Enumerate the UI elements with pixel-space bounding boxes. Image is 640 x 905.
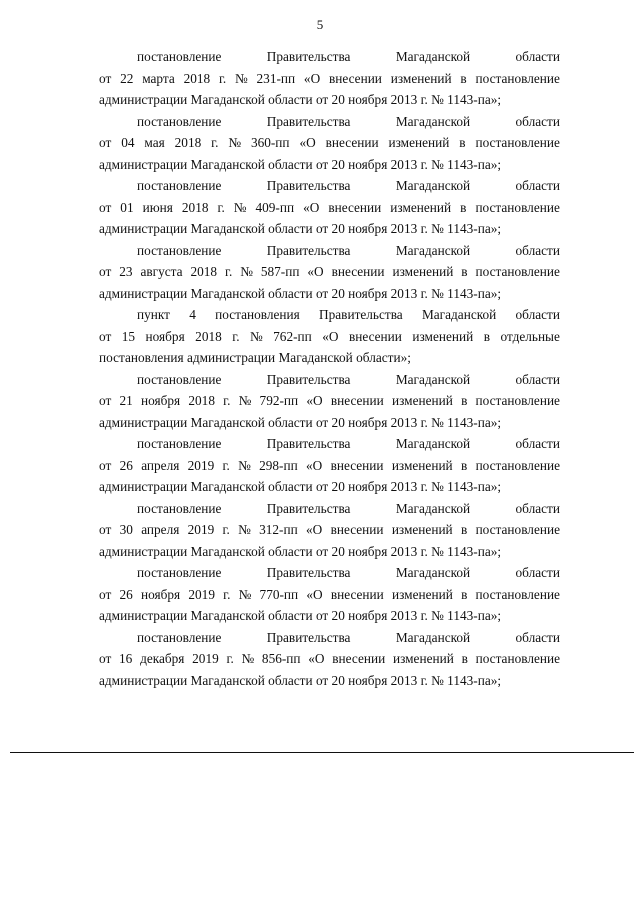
word: Правительства — [266, 49, 351, 64]
word: области — [515, 371, 560, 387]
word: области — [515, 49, 560, 64]
paragraph-line — [99, 197, 560, 219]
paragraph-last-line: администрации Магаданской области от 20 ноября 2013 г. № 1143-па»; — [99, 92, 502, 107]
word: внесении — [330, 586, 384, 602]
word: области — [515, 242, 560, 258]
word: постановление — [137, 242, 222, 258]
word: от — [99, 199, 112, 215]
paragraph-last-line: администрации Магаданской области от 20 ноября 2013 г. № 1143-па»; — [99, 414, 502, 430]
word: постановление — [137, 500, 222, 516]
word: 2018 — [183, 70, 211, 86]
word: 587-пп — [260, 264, 300, 279]
list-item — [99, 498, 560, 563]
word: внесении — [325, 135, 379, 150]
list-item — [99, 433, 560, 498]
word: внесении — [348, 328, 402, 344]
word: пункт — [137, 307, 170, 322]
document-body — [99, 46, 560, 691]
paragraph-first-line — [99, 46, 560, 68]
word: изменений — [391, 393, 453, 408]
word: постановление — [475, 70, 560, 86]
word: области — [515, 307, 560, 322]
word: постановление — [475, 457, 560, 473]
paragraph-last-line: администрации Магаданской области от 20 ноября 2013 г. № 1143-па»; — [99, 543, 502, 559]
word: постановление — [137, 629, 222, 645]
footer-divider — [10, 752, 634, 753]
word: от — [99, 135, 112, 150]
word: от — [99, 70, 112, 86]
word: Магаданской — [395, 500, 471, 516]
word: «О — [306, 393, 323, 408]
word: 2018 — [188, 393, 215, 408]
word: 2018 — [195, 328, 222, 344]
word: № — [240, 264, 253, 279]
word: 26 — [119, 457, 133, 473]
paragraph-line — [99, 68, 560, 90]
paragraph-line — [99, 455, 560, 477]
word: апреля — [141, 522, 180, 537]
word: изменений — [388, 135, 450, 150]
word: г. — [218, 70, 227, 86]
list-item — [99, 627, 560, 692]
word: г. — [222, 457, 230, 473]
word: Магаданской — [395, 178, 471, 193]
word: постановления — [215, 307, 300, 322]
word: изменений — [390, 70, 452, 86]
word: Правительства — [266, 500, 351, 516]
word: 04 — [121, 135, 135, 150]
word: № — [238, 393, 252, 408]
word: Магаданской — [395, 113, 471, 129]
paragraph-last-line: администрации Магаданской области от 20 ноября 2013 г. № 1143-па»; — [99, 285, 502, 301]
word: 2018 — [181, 199, 209, 215]
list-item — [99, 304, 560, 369]
word: 4 — [189, 307, 196, 322]
word: изменений — [391, 457, 453, 473]
paragraph-first-line — [99, 369, 560, 391]
paragraph-line — [99, 390, 560, 412]
paragraph-line — [99, 261, 560, 283]
word: г. — [223, 393, 231, 408]
word: 762-пп — [273, 328, 312, 344]
word: № — [249, 328, 263, 344]
paragraph-first-line — [99, 175, 560, 197]
word: от — [99, 457, 112, 473]
word: изменений — [412, 328, 474, 344]
word: ноября — [141, 393, 181, 408]
word: изменений — [390, 199, 452, 215]
paragraph-last-line: администрации Магаданской области от 20 ноября 2013 г. № 1143-па»; — [99, 479, 502, 494]
word: г. — [222, 522, 230, 537]
word: постановление — [137, 113, 222, 129]
word: 409-пп — [255, 199, 295, 215]
word: 21 — [119, 393, 133, 408]
paragraph-first-line — [99, 498, 560, 520]
word: Правительства — [266, 565, 351, 580]
word: от — [99, 328, 112, 344]
paragraph-line — [99, 326, 560, 348]
word: от — [99, 586, 112, 602]
word: № — [235, 70, 248, 86]
list-item — [99, 240, 560, 305]
word: августа — [140, 264, 183, 279]
paragraph-last-line: администрации Магаданской области от 20 ноября 2013 г. № 1143-па»; — [99, 221, 502, 236]
word: «О — [306, 457, 323, 473]
word: области — [515, 436, 560, 451]
paragraph-line — [99, 519, 560, 541]
word: отдельные — [500, 328, 560, 344]
word: Магаданской — [395, 371, 471, 387]
word: г. — [226, 651, 234, 666]
word: постановление — [475, 586, 560, 602]
paragraph-last-line: постановления администрации Магаданской области»; — [99, 350, 411, 365]
paragraph-first-line — [99, 433, 560, 455]
word: в — [461, 393, 468, 408]
word: Правительства — [319, 307, 403, 322]
word: Правительства — [266, 242, 351, 258]
word: 16 — [119, 651, 133, 666]
word: 231-пп — [256, 70, 296, 86]
word: постановление — [475, 264, 560, 279]
word: от — [99, 522, 112, 537]
word: 15 — [121, 328, 136, 344]
word: Магаданской — [421, 307, 497, 322]
word: декабря — [140, 651, 185, 666]
word: области — [515, 565, 560, 580]
word: области — [515, 629, 560, 645]
paragraph-line — [99, 584, 560, 606]
word: «О — [308, 651, 325, 666]
word: в — [460, 199, 467, 215]
word: области — [515, 178, 560, 193]
paragraph-first-line — [99, 240, 560, 262]
word: г. — [225, 264, 233, 279]
word: марта — [142, 70, 175, 86]
word: Правительства — [266, 113, 351, 129]
word: области — [515, 113, 560, 129]
word: 30 — [119, 522, 133, 537]
word: в — [460, 522, 468, 537]
word: Магаданской — [395, 629, 471, 645]
paragraph-first-line — [99, 111, 560, 133]
word: 298-пп — [259, 457, 298, 473]
word: Магаданской — [395, 565, 471, 580]
word: «О — [303, 70, 321, 86]
word: внесении — [331, 264, 385, 279]
word: внесении — [330, 457, 384, 473]
word: июня — [142, 199, 173, 215]
word: постановление — [137, 49, 222, 64]
word: области — [515, 500, 560, 516]
word: «О — [307, 264, 324, 279]
word: Правительства — [266, 436, 351, 451]
word: ноября — [145, 328, 185, 344]
paragraph-line — [99, 648, 560, 670]
paragraph-line — [99, 132, 560, 154]
word: изменений — [392, 651, 454, 666]
word: постановление — [475, 199, 560, 215]
paragraph-first-line — [99, 627, 560, 649]
list-item — [99, 562, 560, 627]
word: от — [99, 264, 112, 279]
list-item — [99, 46, 560, 111]
paragraph-first-line — [99, 562, 560, 584]
word: № — [233, 199, 247, 215]
word: «О — [299, 135, 316, 150]
word: «О — [322, 328, 339, 344]
word: постановление — [475, 393, 560, 408]
word: от — [99, 651, 112, 666]
word: 2018 — [190, 264, 218, 279]
word: в — [461, 651, 468, 666]
word: 2019 — [187, 522, 215, 537]
word: 22 — [120, 70, 134, 86]
word: в — [461, 264, 468, 279]
word: в — [460, 457, 468, 473]
paragraph-last-line: администрации Магаданской области от 20 ноября 2013 г. № 1143-па»; — [99, 156, 502, 172]
word: внесении — [330, 393, 384, 408]
word: 2018 — [174, 135, 202, 150]
word: «О — [306, 522, 323, 537]
word: от — [99, 393, 112, 408]
word: постановление — [137, 371, 222, 387]
list-item — [99, 111, 560, 176]
word: г. — [223, 586, 231, 602]
word: постановление — [137, 436, 222, 451]
word: 2019 — [188, 586, 215, 602]
word: внесении — [328, 70, 382, 86]
word: внесении — [328, 199, 382, 215]
word: «О — [303, 199, 320, 215]
list-item — [99, 175, 560, 240]
word: Правительства — [266, 178, 351, 193]
paragraph-last-line: администрации Магаданской области от 20 ноября 2013 г. № 1143-па»; — [99, 608, 502, 623]
word: № — [228, 135, 242, 150]
word: г. — [217, 199, 225, 215]
word: постановление — [137, 565, 222, 580]
word: Правительства — [266, 371, 351, 387]
word: постановление — [137, 178, 222, 193]
word: 770-пп — [259, 586, 299, 602]
word: внесении — [332, 651, 386, 666]
word: г. — [232, 328, 240, 344]
word: Правительства — [266, 629, 351, 645]
paragraph-first-line — [99, 304, 560, 326]
word: постановление — [475, 135, 560, 150]
word: 23 — [119, 264, 133, 279]
word: в — [461, 586, 468, 602]
word: 2019 — [192, 651, 219, 666]
word: 856-пп — [261, 651, 301, 666]
word: 26 — [119, 586, 133, 602]
word: № — [238, 457, 251, 473]
word: 360-пп — [250, 135, 290, 150]
word: мая — [144, 135, 165, 150]
word: 792-пп — [259, 393, 299, 408]
word: в — [460, 70, 467, 86]
word: в — [483, 328, 490, 344]
word: изменений — [391, 586, 453, 602]
word: № — [238, 522, 251, 537]
word: № — [238, 586, 252, 602]
word: изменений — [391, 522, 453, 537]
word: постановление — [475, 522, 560, 537]
word: изменений — [392, 264, 454, 279]
word: внесении — [330, 522, 384, 537]
page-number: 5 — [316, 17, 324, 32]
word: 312-пп — [259, 522, 298, 537]
word: постановление — [475, 651, 560, 666]
paragraph-last-line: администрации Магаданской области от 20 ноября 2013 г. № 1143-па»; — [99, 672, 502, 688]
word: в — [459, 135, 466, 150]
word: № — [241, 651, 255, 666]
word: 2019 — [187, 457, 215, 473]
word: 01 — [120, 199, 134, 215]
word: Магаданской — [395, 242, 471, 258]
word: апреля — [141, 457, 180, 473]
list-item — [99, 369, 560, 434]
word: «О — [306, 586, 323, 602]
word: ноября — [141, 586, 181, 602]
word: Магаданской — [395, 436, 471, 451]
word: Магаданской — [395, 49, 471, 64]
word: г. — [211, 135, 219, 150]
